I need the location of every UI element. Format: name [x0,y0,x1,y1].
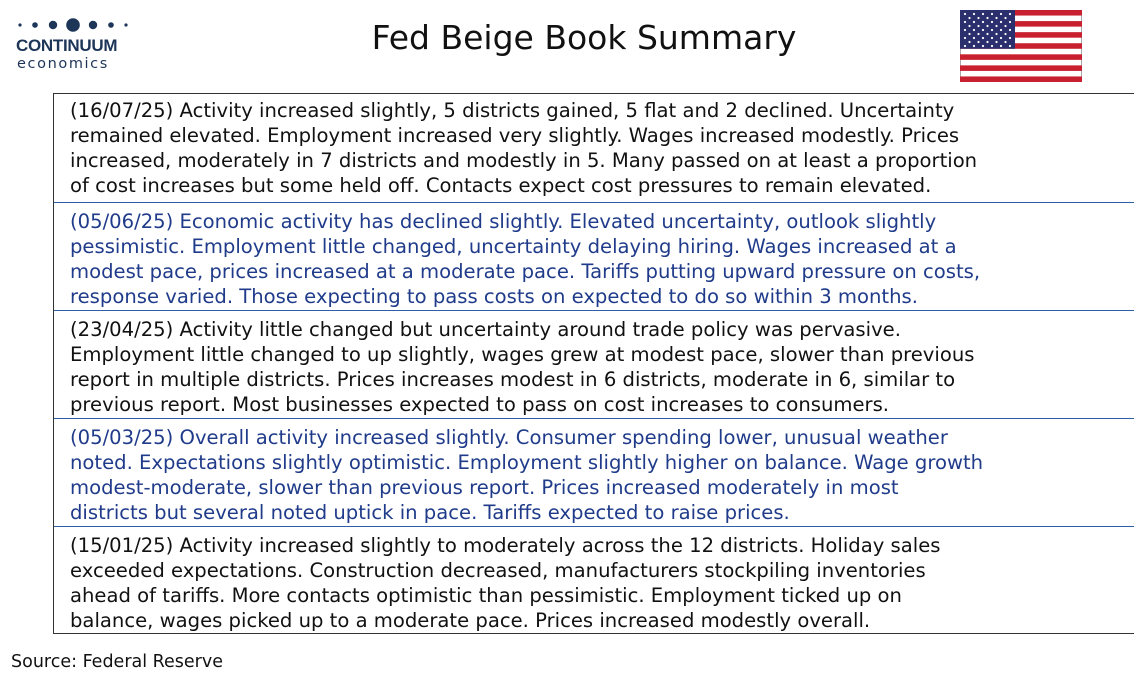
row-text-line: (15/01/25) Activity increased slightly to moderately across the 12 districts. Holiday sales [70,534,941,557]
row-text-line: (05/03/25) Overall activity increased slightly. Consumer spending lower, unusual weather [70,426,948,449]
table-row [54,419,1134,527]
page-title: Fed Beige Book Summary [371,18,797,57]
row-text-line: response varied. Those expecting to pass costs on expected to do so within 3 months. [70,285,918,308]
row-text-line: districts but several noted uptick in pace. Tariffs expected to raise prices. [70,501,790,524]
row-text-line: modest pace, prices increased at a moderate pace. Tariffs putting upward pressure on costs, [70,260,981,283]
table-row [54,203,1134,311]
row-text-line: remained elevated. Employment increased very slightly. Wages increased modestly. Prices [70,124,960,147]
logo-wordmark: CONTINUUM [16,36,118,55]
row-text-line: ahead of tariffs. More contacts optimistic than pessimistic. Employment ticked up on [70,584,902,607]
row-text-line: Employment little changed to up slightly, wages grew at modest pace, slower than previous [70,343,975,366]
table-row [54,311,1134,419]
row-text-line: noted. Expectations slightly optimistic. Employment slightly higher on balance. Wage growth [70,451,984,474]
table-row [54,527,1134,633]
row-text-line: modest-moderate, slower than previous report. Prices increased moderately in most [70,476,899,499]
row-text-line: increased, moderately in 7 districts and modestly in 5. Many passed on at least a proportion [70,149,978,172]
row-text-line: balance, wages picked up to a moderate pace. Prices increased modestly overall. [70,609,871,632]
row-text-line: report in multiple districts. Prices increases modest in 6 districts, moderate in 6, similar to [70,368,956,391]
beige-book-table [53,93,1134,634]
row-text-line: (23/04/25) Activity little changed but uncertainty around trade policy was pervasive. [70,318,901,341]
us-flag-icon [960,10,1082,82]
logo-subtitle: economics [17,56,109,72]
row-text-line: exceeded expectations. Construction decreased, manufacturers stockpiling inventories [70,559,926,582]
row-text-line: of cost increases but some held off. Contacts expect cost pressures to remain elevated. [70,174,932,197]
row-text-line: (16/07/25) Activity increased slightly, 5 districts gained, 5 flat and 2 declined. Uncertainty [70,99,955,122]
row-text-line: previous report. Most businesses expected to pass on cost increases to consumers. [70,393,890,416]
source-note: Source: Federal Reserve [11,652,223,672]
row-text-line: (05/06/25) Economic activity has declined slightly. Elevated uncertainty, outlook slightly [70,210,937,233]
table-row [54,94,1134,203]
row-text-line: pessimistic. Employment little changed, uncertainty delaying hiring. Wages increased at a [70,235,957,258]
